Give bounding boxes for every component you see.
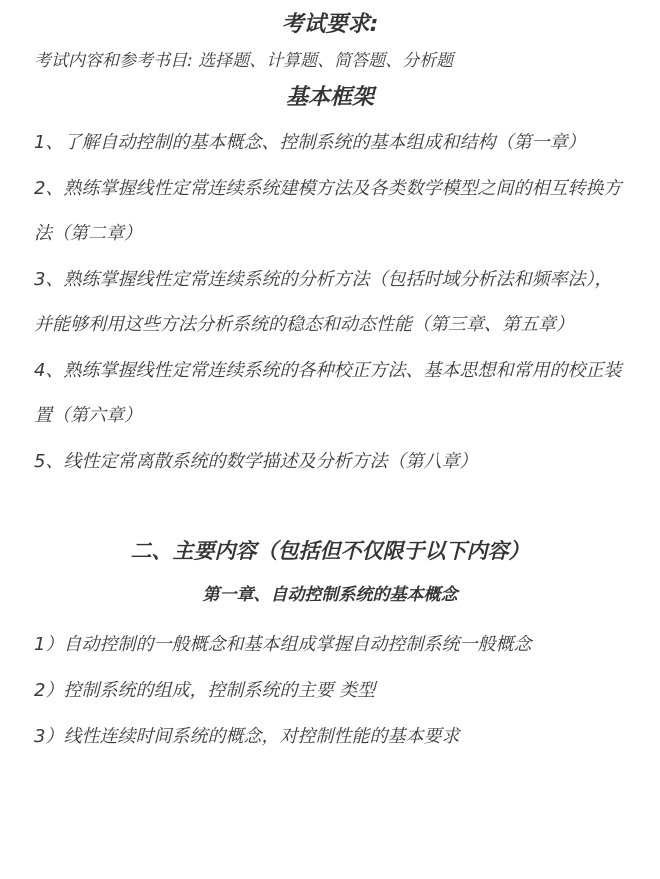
chapter-item-2: 2）控制系统的组成，控制系统的主要 类型 (34, 680, 376, 701)
chapter-item-1: 1）自动控制的一般概念和基本组成掌握自动控制系统一般概念 (34, 634, 532, 655)
exam-requirements-heading: 考试要求: (281, 12, 379, 37)
exam-subjects-line: 考试内容和参考书目: 选择题、计算题、简答题、分析题 (34, 51, 454, 71)
basic-framework-heading: 基本框架 (285, 85, 374, 110)
chapter-one-list (34, 622, 626, 760)
chapter-one-title: 第一章、自动控制系统的基本概念 (202, 585, 458, 605)
framework-item-1: 1、了解自动控制的基本概念、控制系统的基本组成和结构（第一章） (34, 132, 586, 153)
main-content-heading: 二、主要内容（包括但不仅限于以下内容） (130, 539, 530, 563)
framework-item-3: 3、熟练掌握线性定常连续系统的分析方法（包括时域分析法和频率法），并能够利用这些方法分析系统的稳态和动态性能（第三章、第五章） (34, 268, 613, 335)
framework-item-2: 2、熟练掌握线性定常连续系统建模方法及各类数学模型之间的相互转换方法（第二章） (34, 177, 622, 244)
framework-item-4: 4、熟练掌握线性定常连续系统的各种校正方法、基本思想和常用的校正装置（第六章） (34, 359, 622, 426)
framework-list (34, 120, 626, 484)
chapter-item-3: 3）线性连续时间系统的概念，对控制性能的基本要求 (34, 726, 460, 747)
framework-item-5: 5、线性定常离散系统的数学描述及分析方法（第八章） (34, 450, 478, 472)
